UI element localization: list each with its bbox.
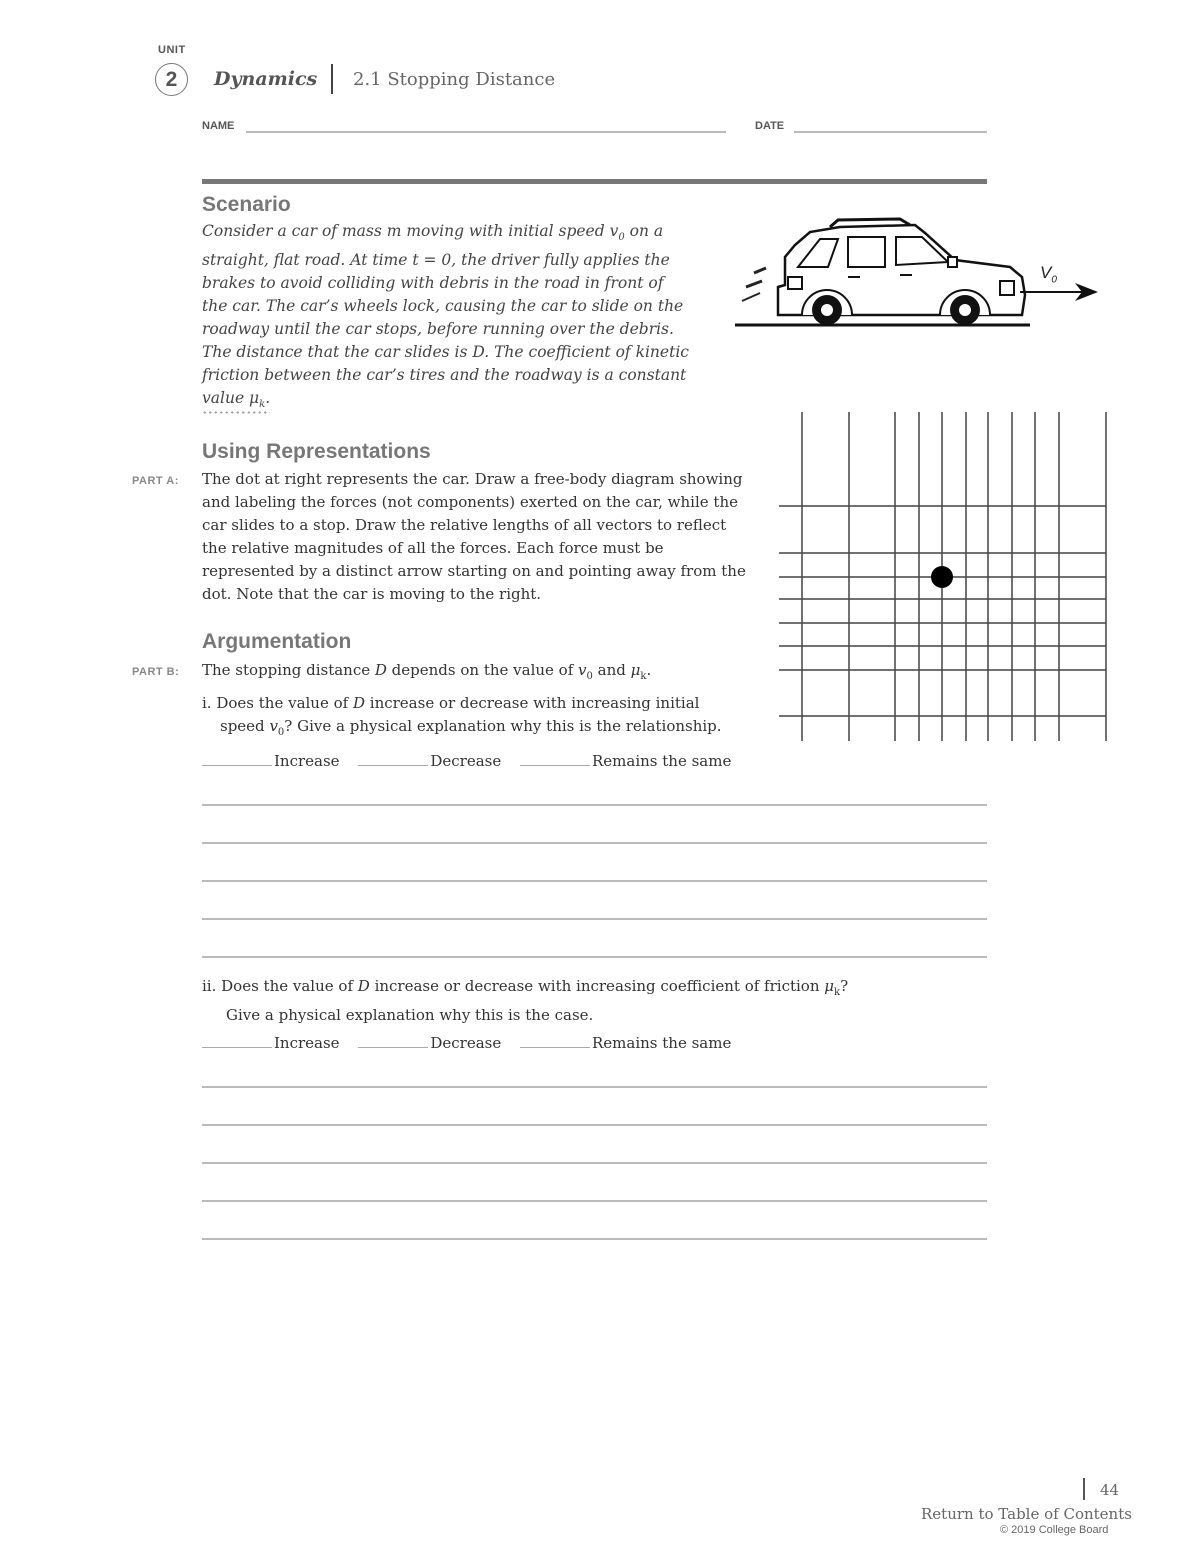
increase-blank[interactable]: [202, 751, 272, 766]
answer-line[interactable]: [202, 804, 987, 806]
velocity-label: $V_0$: [1040, 263, 1057, 286]
unit-title: Dynamics: [214, 68, 318, 90]
page-number: 44: [1100, 1481, 1120, 1499]
scenario-text: Consider a car of mass m moving with initial speed $v_0$ on a straight, flat road. At time t = 0, the driver fully applies the brakes to avoid colliding with debris in the road in front of the car. The car’s wheels lock, causing the car to slide on the roadway until the car stops, before running over the debris. The distance that the car slides is D. The coefficient of kinetic friction between the car’s tires and the roadway is a constant value $\mu_k$.: [202, 222, 689, 411]
part-b-intro: The stopping distance D depends on the value of $v_0$ and $\mu_k$.: [202, 661, 652, 682]
unit-label: UNIT: [158, 44, 186, 56]
copyright: © 2019 College Board: [1000, 1524, 1109, 1536]
choice-decrease: Decrease: [430, 752, 502, 770]
answer-line[interactable]: [202, 956, 987, 958]
answer-line[interactable]: [202, 1124, 987, 1126]
name-label: NAME: [202, 120, 235, 132]
question-ii: ii. Does the value of D increase or decrease with increasing coefficient of friction $\mu_k$? Give a physical explanation why this is the case.: [202, 977, 849, 1024]
answer-line[interactable]: [202, 842, 987, 844]
grid-lines: [770, 400, 1120, 750]
answer-line[interactable]: [202, 1086, 987, 1088]
choice-increase: Increase: [274, 1034, 340, 1052]
part-b-label: PART B:: [132, 666, 180, 678]
question-i: i. Does the value of D increase or decrease with increasing initial speed $v_0$? Give a physical explanation why this is the relationship.: [202, 694, 722, 738]
lesson-title: 2.1 Stopping Distance: [353, 69, 556, 90]
answer-line[interactable]: [202, 1162, 987, 1164]
question-ii-choices: [202, 1033, 731, 1052]
question-i-choices: [202, 751, 731, 770]
section-rule: [202, 179, 987, 184]
scenario-heading: Scenario: [202, 193, 291, 216]
dotted-divider: [202, 411, 270, 414]
answer-line[interactable]: [202, 1238, 987, 1240]
increase-blank[interactable]: [202, 1033, 272, 1048]
answer-line[interactable]: [202, 1200, 987, 1202]
choice-remains-same: Remains the same: [592, 752, 732, 770]
same-blank[interactable]: [520, 1033, 590, 1048]
footer-divider: [1083, 1478, 1085, 1500]
part-a-text: The dot at right represents the car. Draw a free-body diagram showing and labeling the forces (not components) exerted on the car, while the car slides to a stop. Draw the relative lengths of all vectors to reflect the relative magnitudes of all the forces. Each force must be represented by a distinct arrow starting on and pointing away from the dot. Note that the car is moving to the right.: [202, 470, 746, 603]
part-a-label: PART A:: [132, 475, 179, 487]
decrease-blank[interactable]: [358, 751, 428, 766]
choice-decrease: Decrease: [430, 1034, 502, 1052]
answer-line[interactable]: [202, 918, 987, 920]
car-dot: [931, 566, 953, 588]
answer-line[interactable]: [202, 880, 987, 882]
using-representations-heading: Using Representations: [202, 440, 431, 463]
argumentation-heading: Argumentation: [202, 630, 352, 653]
decrease-blank[interactable]: [358, 1033, 428, 1048]
date-field[interactable]: [794, 131, 987, 133]
car-illustration: [730, 215, 1110, 335]
return-to-toc-link[interactable]: Return to Table of Contents: [921, 1505, 1132, 1523]
same-blank[interactable]: [520, 751, 590, 766]
choice-increase: Increase: [274, 752, 340, 770]
unit-number-badge: 2: [155, 63, 188, 96]
date-label: DATE: [755, 120, 785, 132]
title-divider: [331, 64, 333, 94]
name-field[interactable]: [246, 131, 726, 133]
free-body-grid[interactable]: [770, 400, 1120, 750]
choice-remains-same: Remains the same: [592, 1034, 732, 1052]
